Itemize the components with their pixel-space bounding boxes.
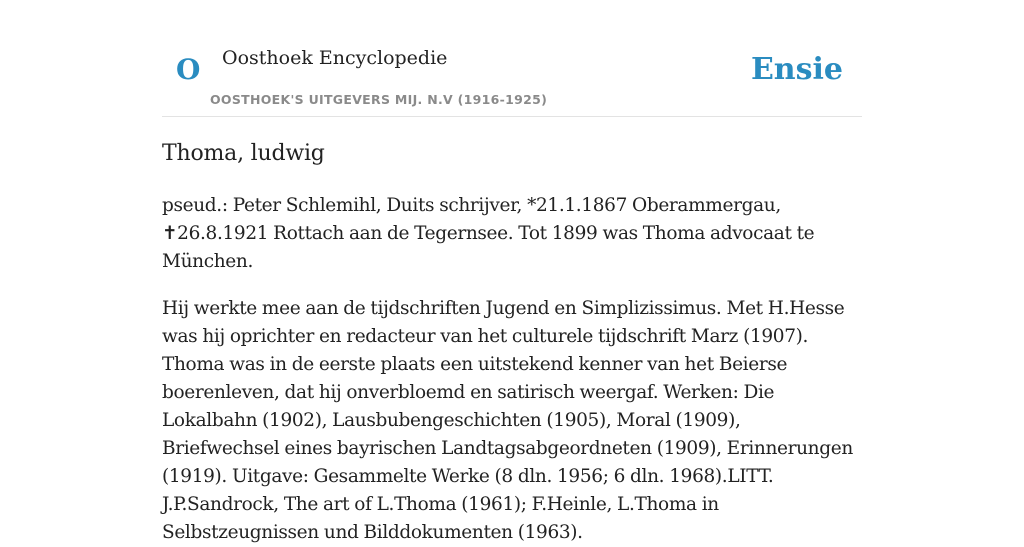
article-paragraph: pseud.: Peter Schlemihl, Duits schrijver, *21.1.1867 Oberammergau, ✝26.8.1921 Rottach aan de Tegernsee. Tot 1899 was Thoma advocaat te München. [162,195,815,272]
article [162,138,862,547]
publisher-label: OOSTHOEK'S UITGEVERS MIJ. N.V (1916-1925) [210,92,548,107]
encyclopedia-logo[interactable]: O [176,53,201,86]
article-paragraph: Hij werkte mee aan de tijdschriften Jugend en Simplizissimus. Met H.Hesse was hij oprichter en redacteur van het culturele tijdschrift Marz (1907). Thoma was in de eerste plaats een uitstekend kenner van het Beierse boerenleven, dat hij onverbloemd en satirisch weergaf. Werken: Die Lokalbahn (1902), Lausbubengeschichten (1905), Moral (1909), Briefwechsel eines bayrischen Landtagsabgeordneten (1909), Erinnerungen (1919). Uitgave: Gesammelte Werke (8 dln. 1956; 6 dln. 1968).LITT. J.P.Sandrock, The art of L.Thoma (1961); F.Heinle, L.Thoma in Selbstzeugnissen und Bilddokumenten (1963). [162,298,853,543]
ensie-brand-link[interactable]: Ensie [750,52,843,87]
encyclopedia-title[interactable]: Oosthoek Encyclopedie [222,47,448,69]
article-title: Thoma, ludwig [162,141,325,166]
site-header [162,36,862,117]
